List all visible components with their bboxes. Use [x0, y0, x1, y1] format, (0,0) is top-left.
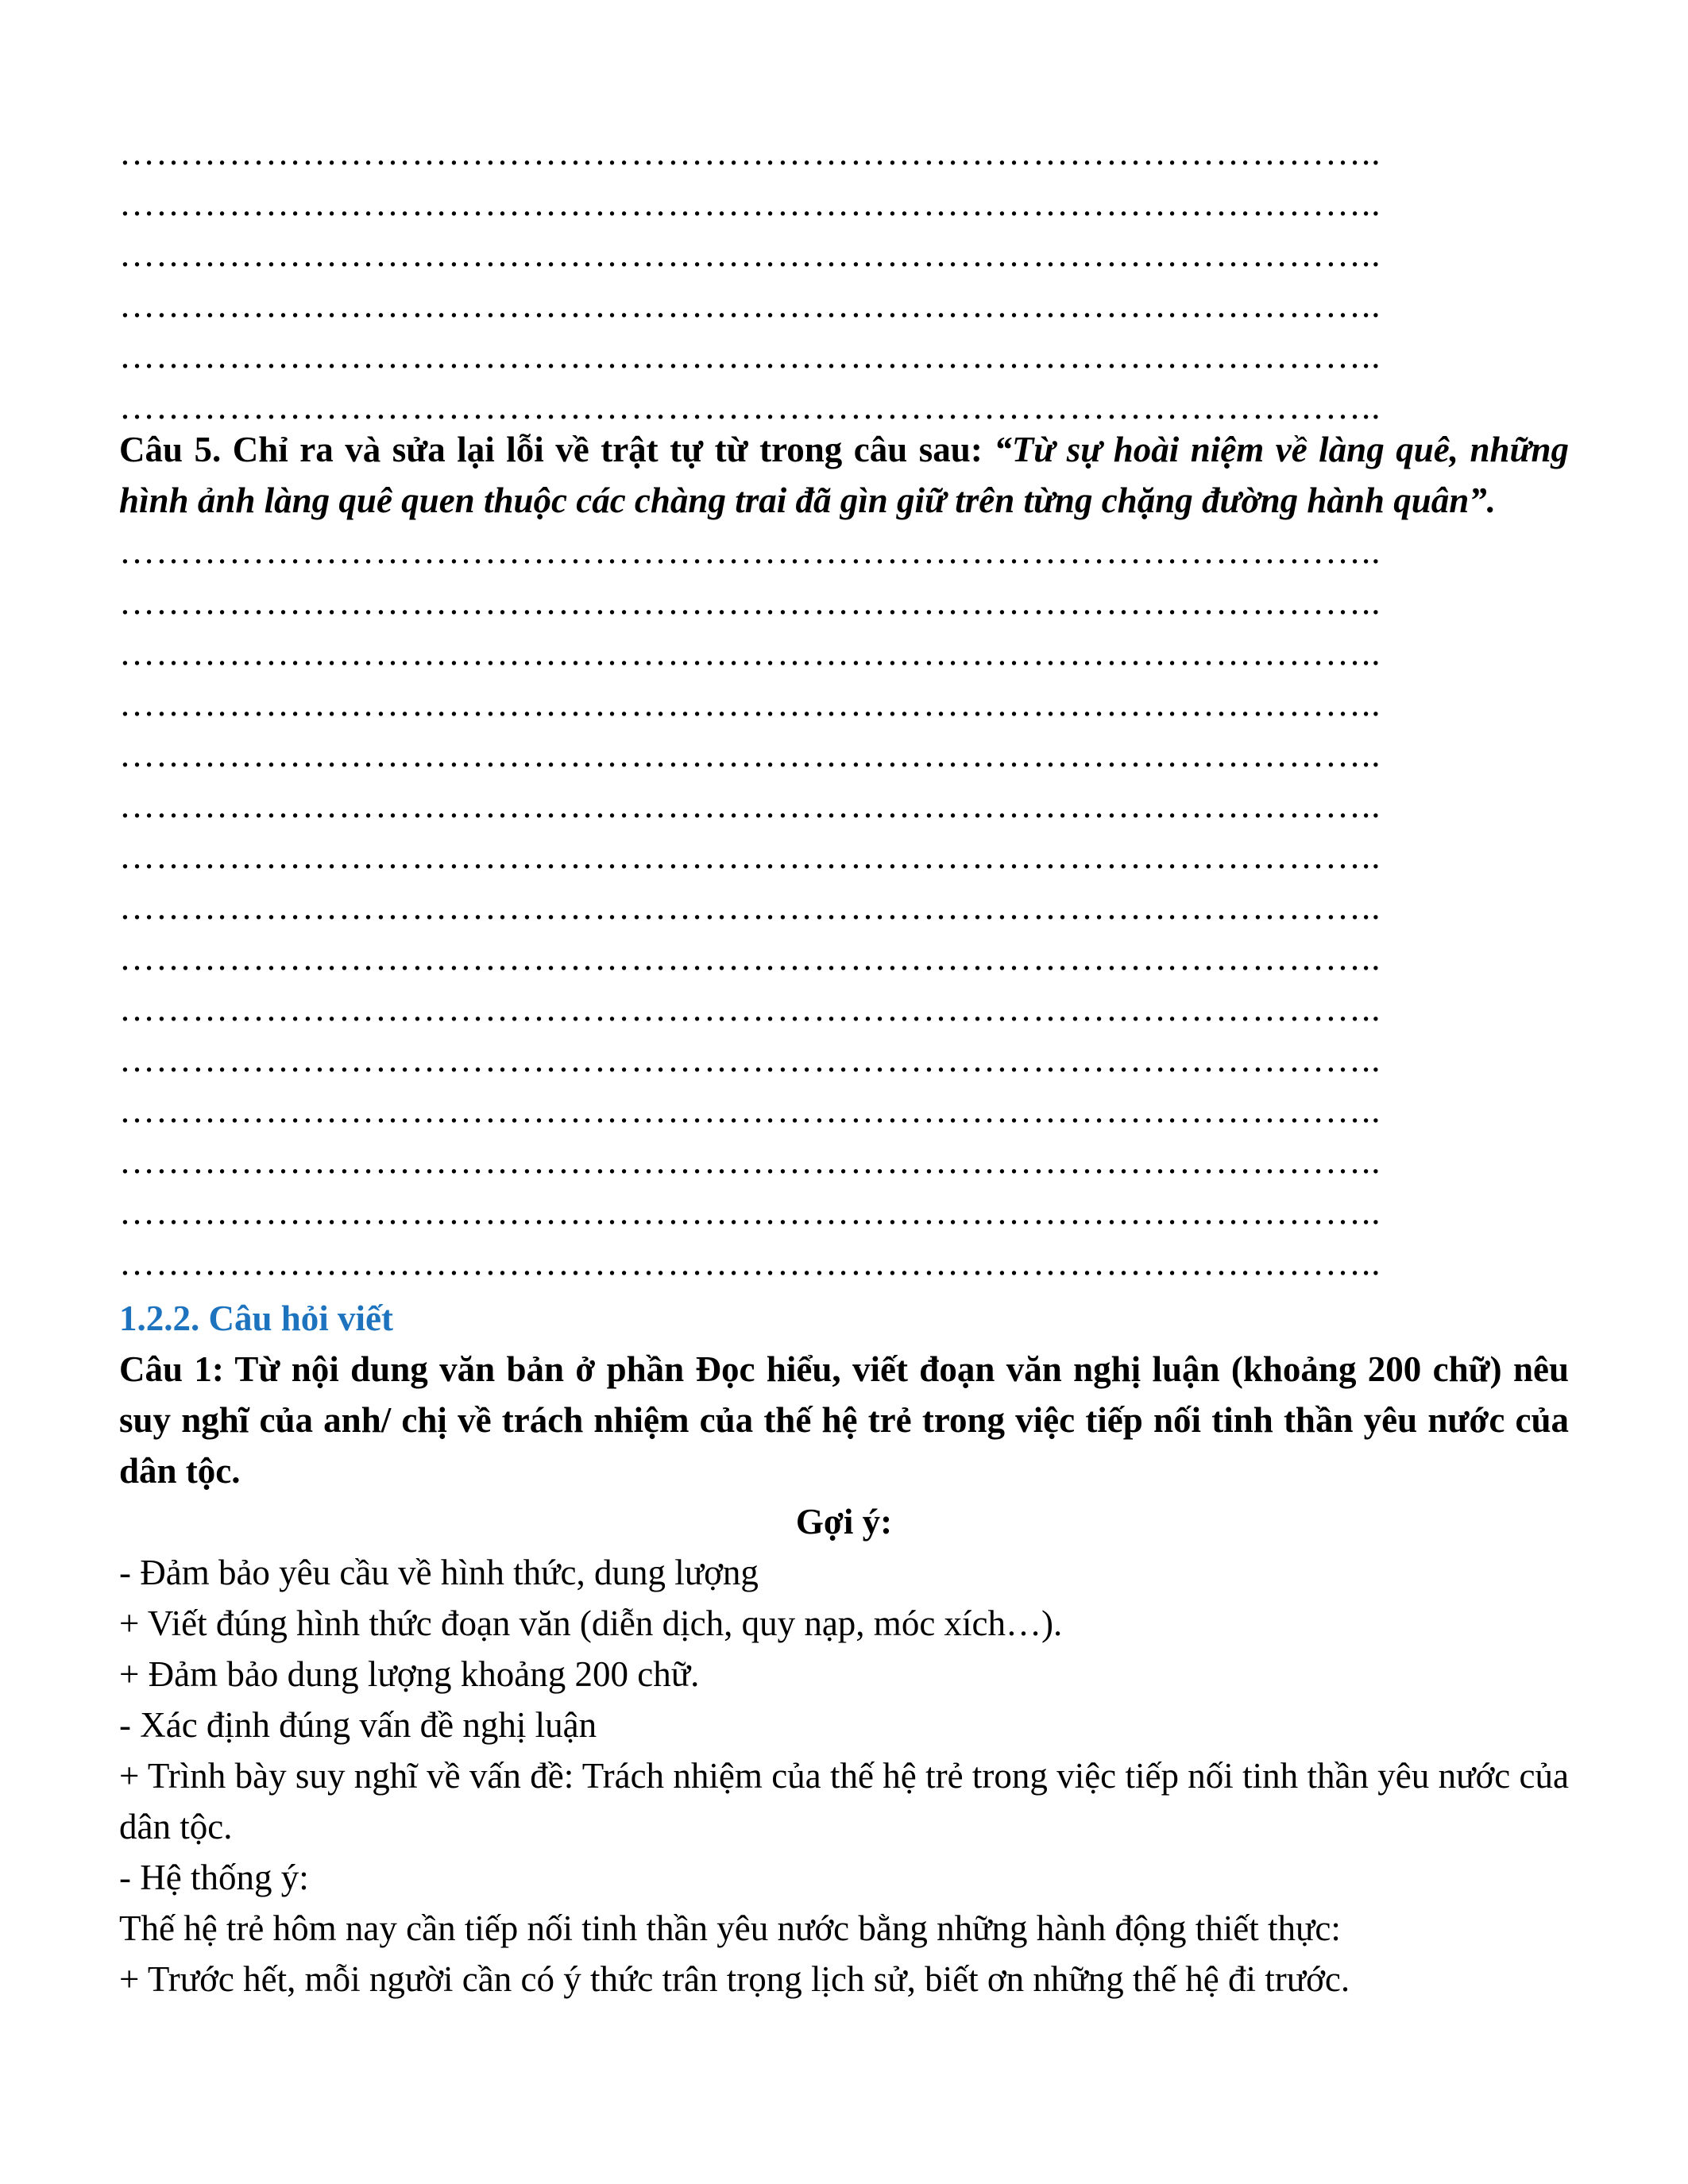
document-page — [119, 127, 1569, 2005]
answer-line: ………………………………………………………………………………………….. — [119, 133, 1381, 172]
question-5-label: Câu 5. Chỉ ra và sửa lại lỗi về trật tự từ trong câu sau: — [119, 430, 995, 469]
answer-line: ………………………………………………………………………………………….. — [119, 887, 1381, 927]
hint-item: + Đảm bảo dung lượng khoảng 200 chữ. — [119, 1654, 700, 1694]
answer-lines-block-1 — [119, 127, 1569, 432]
answer-line: ………………………………………………………………………………………….. — [119, 387, 1381, 426]
section-heading: 1.2.2. Câu hỏi viết — [119, 1298, 394, 1338]
answer-line: ………………………………………………………………………………………….. — [119, 633, 1381, 673]
answer-line: ………………………………………………………………………………………….. — [119, 1141, 1381, 1181]
answer-line: ………………………………………………………………………………………….. — [119, 989, 1381, 1028]
answer-line: ………………………………………………………………………………………….. — [119, 735, 1381, 774]
answer-line: ………………………………………………………………………………………….. — [119, 684, 1381, 723]
answer-line: ………………………………………………………………………………………….. — [119, 531, 1381, 571]
answer-line: ………………………………………………………………………………………….. — [119, 938, 1381, 978]
answer-line: ………………………………………………………………………………………….. — [119, 285, 1381, 325]
answer-line: ………………………………………………………………………………………….. — [119, 836, 1381, 876]
question-1: Câu 1: Từ nội dung văn bản ở phần Đọc hiểu, viết đoạn văn nghị luận (khoảng 200 chữ) nêu suy nghĩ của anh/ chị về trách nhiệm của thế hệ trẻ trong việc tiếp nối tinh thần yêu nước của dân tộc. — [119, 1349, 1569, 1491]
hint-item: + Trình bày suy nghĩ về vấn đề: Trách nhiệm của thế hệ trẻ trong việc tiếp nối tinh thần yêu nước của dân tộc. — [119, 1756, 1569, 1846]
hint-list — [119, 1547, 1569, 2005]
answer-line: ………………………………………………………………………………………….. — [119, 183, 1381, 223]
hint-item: - Xác định đúng vấn đề nghị luận — [119, 1705, 597, 1745]
answer-line: ………………………………………………………………………………………….. — [119, 785, 1381, 825]
answer-line: ………………………………………………………………………………………….. — [119, 1040, 1381, 1079]
hint-title: Gợi ý: — [795, 1502, 893, 1542]
hint-item: + Viết đúng hình thức đoạn văn (diễn dịch, quy nạp, móc xích…). — [119, 1603, 1063, 1643]
answer-line: ………………………………………………………………………………………….. — [119, 1243, 1381, 1283]
answer-line: ………………………………………………………………………………………….. — [119, 582, 1381, 622]
answer-line: ………………………………………………………………………………………….. — [119, 1090, 1381, 1130]
question-5-quote: “Từ sự hoài niệm về làng quê, những hình ảnh làng quê quen thuộc các chàng trai đã gìn giữ trên từng chặng đường hành quân”. — [119, 430, 1569, 520]
answer-line: ………………………………………………………………………………………….. — [119, 1192, 1381, 1232]
answer-line: ………………………………………………………………………………………….. — [119, 234, 1381, 274]
hint-item: + Trước hết, mỗi người cần có ý thức trân trọng lịch sử, biết ơn những thế hệ đi trước. — [119, 1959, 1350, 1999]
question-5 — [119, 424, 1569, 526]
hint-item: Thế hệ trẻ hôm nay cần tiếp nối tinh thần yêu nước bằng những hành động thiết thực: — [119, 1908, 1341, 1948]
answer-line: ………………………………………………………………………………………….. — [119, 336, 1381, 376]
hint-item: - Hệ thống ý: — [119, 1858, 309, 1897]
answer-lines-block-2 — [119, 526, 1569, 1288]
hint-item: - Đảm bảo yêu cầu về hình thức, dung lượng — [119, 1553, 759, 1592]
